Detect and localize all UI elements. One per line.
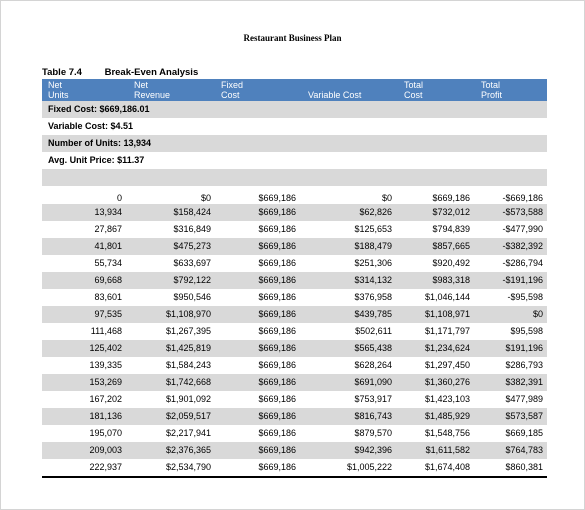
- document-title: Restaurant Business Plan: [243, 33, 342, 43]
- cell-total-profit: $669,185: [505, 428, 543, 438]
- table-row: [42, 340, 547, 357]
- table-title: Break-Even Analysis: [104, 67, 199, 78]
- header-total-profit: Total Profit: [481, 80, 503, 100]
- cell-variable-cost: $691,090: [354, 377, 392, 387]
- cell-net-units: 125,402: [89, 343, 122, 353]
- data-rows: [42, 192, 547, 476]
- cell-variable-cost: $502,611: [355, 326, 392, 336]
- cell-fixed-cost: $669,186: [258, 241, 296, 251]
- cell-fixed-cost: $669,186: [258, 428, 296, 438]
- cell-net-units: 181,136: [89, 411, 122, 421]
- cell-total-cost: $1,046,144: [424, 292, 470, 302]
- cell-total-profit: -$191,196: [502, 275, 543, 285]
- cell-variable-cost: $62,826: [359, 207, 392, 217]
- cell-fixed-cost: $669,186: [258, 275, 296, 285]
- cell-variable-cost: $0: [381, 193, 392, 203]
- cell-net-revenue: $1,742,668: [165, 377, 211, 387]
- cell-net-units: 41,801: [94, 241, 122, 251]
- cell-net-units: 195,070: [89, 428, 122, 438]
- table-row: [42, 306, 547, 323]
- cell-variable-cost: $1,005,222: [346, 462, 392, 472]
- cell-total-profit: -$477,990: [502, 224, 543, 234]
- cell-total-cost: $1,423,103: [424, 394, 470, 404]
- cell-net-units: 153,269: [89, 377, 122, 387]
- cell-fixed-cost: $669,186: [258, 258, 296, 268]
- header-variable-cost: Variable Cost: [308, 90, 362, 100]
- cell-total-profit: -$669,186: [502, 193, 543, 203]
- cell-net-units: 13,934: [94, 207, 122, 217]
- cell-fixed-cost: $669,186: [258, 377, 296, 387]
- cell-net-revenue: $316,849: [173, 224, 211, 234]
- table-row: [42, 408, 547, 425]
- table-caption: [42, 67, 198, 78]
- table-row: [42, 459, 547, 476]
- cell-net-revenue: $950,546: [173, 292, 211, 302]
- cell-total-cost: $1,234,624: [424, 343, 470, 353]
- cell-total-cost: $1,108,971: [424, 309, 470, 319]
- bottom-rule: [42, 476, 547, 478]
- table-row: [42, 442, 547, 459]
- cell-variable-cost: $188,479: [354, 241, 392, 251]
- cell-variable-cost: $942,396: [354, 445, 392, 455]
- table-row: [42, 272, 547, 289]
- cell-fixed-cost: $669,186: [258, 411, 296, 421]
- table-row: [42, 374, 547, 391]
- cell-variable-cost: $628,264: [354, 360, 392, 370]
- summary-fixed-cost: Fixed Cost: $669,186.01: [42, 101, 547, 118]
- cell-total-cost: $732,012: [432, 207, 470, 217]
- cell-net-revenue: $2,376,365: [165, 445, 211, 455]
- cell-net-revenue: $0: [200, 193, 211, 203]
- table-row: [42, 425, 547, 442]
- cell-total-profit: $573,587: [505, 411, 543, 421]
- table-row: [42, 255, 547, 272]
- cell-net-revenue: $158,424: [173, 207, 211, 217]
- cell-total-profit: $764,783: [505, 445, 543, 455]
- cell-variable-cost: $816,743: [354, 411, 392, 421]
- cell-net-units: 111,468: [90, 326, 122, 336]
- table-row: [42, 391, 547, 408]
- cell-total-profit: $286,793: [505, 360, 543, 370]
- cell-fixed-cost: $669,186: [258, 343, 296, 353]
- cell-fixed-cost: $669,186: [258, 394, 296, 404]
- cell-total-profit: -$95,598: [507, 292, 543, 302]
- header-total-cost: Total Cost: [404, 80, 424, 100]
- header-fixed-cost: Fixed Cost: [221, 80, 244, 100]
- cell-fixed-cost: $669,186: [258, 326, 296, 336]
- cell-net-revenue: $2,217,941: [165, 428, 211, 438]
- cell-variable-cost: $376,958: [354, 292, 392, 302]
- cell-net-revenue: $1,584,243: [165, 360, 211, 370]
- cell-net-revenue: $1,267,395: [165, 326, 211, 336]
- table-number: Table 7.4: [42, 67, 82, 78]
- cell-net-units: 209,003: [89, 445, 122, 455]
- table-row: [42, 238, 547, 255]
- cell-net-revenue: $1,108,970: [165, 309, 211, 319]
- cell-fixed-cost: $669,186: [258, 360, 296, 370]
- cell-total-profit: $860,381: [505, 462, 543, 472]
- spacer-band: [42, 169, 547, 186]
- cell-total-profit: $477,989: [505, 394, 543, 404]
- cell-variable-cost: $125,653: [354, 224, 392, 234]
- cell-net-units: 139,335: [89, 360, 122, 370]
- cell-net-units: 83,601: [94, 292, 122, 302]
- cell-total-cost: $1,485,929: [424, 411, 470, 421]
- cell-total-cost: $1,360,276: [424, 377, 470, 387]
- cell-net-units: 55,734: [94, 258, 122, 268]
- cell-total-cost: $857,665: [432, 241, 470, 251]
- cell-total-profit: $95,598: [510, 326, 543, 336]
- cell-net-revenue: $792,122: [173, 275, 211, 285]
- cell-variable-cost: $314,132: [354, 275, 392, 285]
- cell-fixed-cost: $669,186: [258, 445, 296, 455]
- cell-total-cost: $794,839: [432, 224, 470, 234]
- cell-fixed-cost: $669,186: [258, 309, 296, 319]
- cell-fixed-cost: $669,186: [258, 224, 296, 234]
- cell-total-profit: -$573,588: [502, 207, 543, 217]
- cell-variable-cost: $879,570: [354, 428, 392, 438]
- cell-variable-cost: $251,306: [354, 258, 392, 268]
- summary-number-of-units: Number of Units: 13,934: [42, 135, 547, 152]
- cell-net-units: 222,937: [89, 462, 122, 472]
- cell-total-cost: $1,611,582: [425, 445, 470, 455]
- cell-net-revenue: $2,534,790: [165, 462, 211, 472]
- cell-variable-cost: $753,917: [354, 394, 392, 404]
- cell-net-revenue: $1,425,819: [165, 343, 211, 353]
- cell-variable-cost: $439,785: [354, 309, 392, 319]
- table-row: [42, 289, 547, 306]
- cell-fixed-cost: $669,186: [258, 207, 296, 217]
- cell-fixed-cost: $669,186: [258, 193, 296, 203]
- header-net-units: Net Units: [48, 80, 69, 100]
- cell-fixed-cost: $669,186: [258, 462, 296, 472]
- cell-net-revenue: $1,901,092: [165, 394, 211, 404]
- cell-fixed-cost: $669,186: [258, 292, 296, 302]
- cell-net-units: 0: [116, 193, 122, 203]
- cell-total-cost: $1,297,450: [424, 360, 470, 370]
- summary-avg-unit-price: Avg. Unit Price: $11.37: [42, 152, 547, 169]
- cell-total-cost: $983,318: [432, 275, 470, 285]
- header-net-revenue: Net Revenue: [134, 80, 171, 100]
- table-row: [42, 192, 547, 204]
- cell-net-units: 69,668: [94, 275, 122, 285]
- cell-total-profit: $191,196: [505, 343, 543, 353]
- cell-total-cost: $1,674,408: [424, 462, 470, 472]
- cell-total-profit: $0: [532, 309, 543, 319]
- table-row: [42, 221, 547, 238]
- cell-net-revenue: $2,059,517: [165, 411, 211, 421]
- break-even-table: [42, 79, 547, 478]
- cell-net-revenue: $633,697: [173, 258, 211, 268]
- cell-net-units: 167,202: [89, 394, 122, 404]
- table-row: [42, 323, 547, 340]
- cell-net-revenue: $475,273: [173, 241, 211, 251]
- cell-total-cost: $1,171,797: [424, 326, 470, 336]
- cell-total-profit: -$286,794: [502, 258, 543, 268]
- cell-total-profit: $382,391: [505, 377, 543, 387]
- cell-total-cost: $920,492: [432, 258, 470, 268]
- summary-variable-cost: Variable Cost: $4.51: [42, 118, 547, 135]
- cell-total-profit: -$382,392: [502, 241, 543, 251]
- table-row: [42, 357, 547, 374]
- table-header: [42, 79, 547, 101]
- cell-net-units: 97,535: [94, 309, 122, 319]
- cell-total-cost: $1,548,756: [424, 428, 470, 438]
- cell-variable-cost: $565,438: [354, 343, 392, 353]
- cell-net-units: 27,867: [94, 224, 122, 234]
- cell-total-cost: $669,186: [432, 193, 470, 203]
- table-row: [42, 204, 547, 221]
